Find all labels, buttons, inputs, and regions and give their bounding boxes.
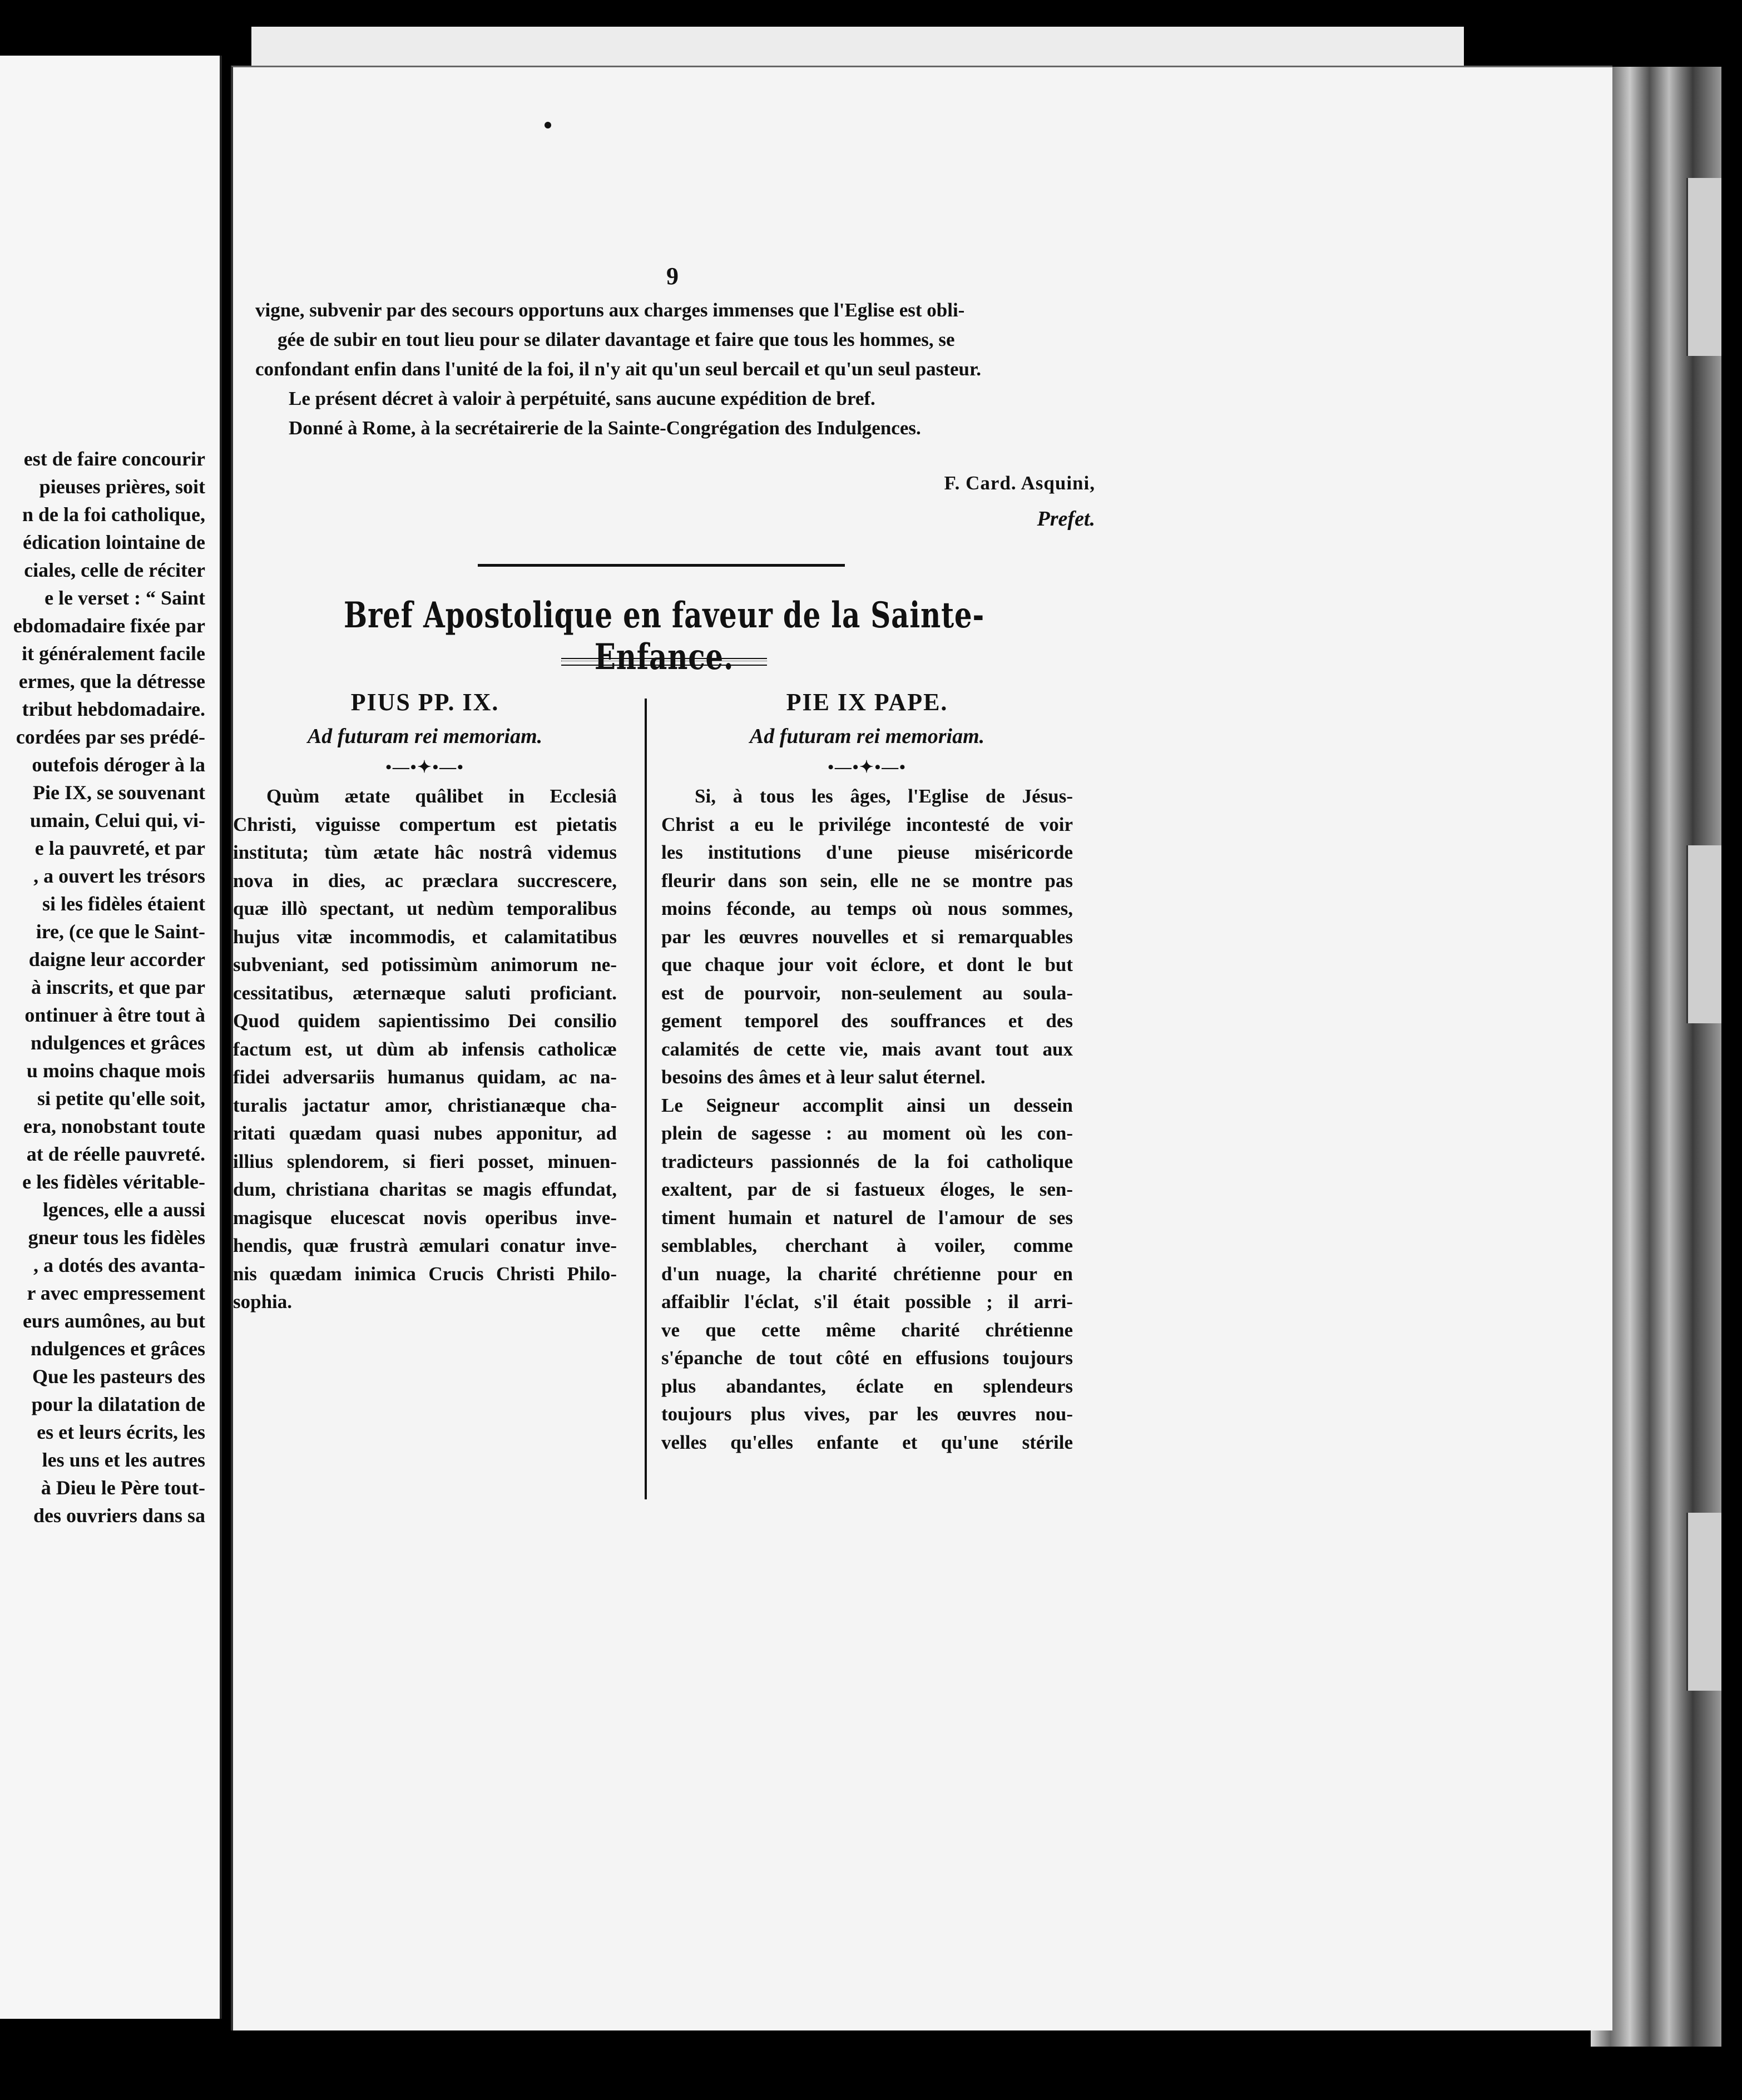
text-line: s'épanche de tout côté en effusions toujours (661, 1347, 1073, 1369)
text-line: eurs aumônes, au but (22, 1310, 205, 1332)
text-line: timent humain et naturel de l'amour de ses (661, 1206, 1073, 1229)
main-page (231, 66, 1612, 2030)
text-line: si petite qu'elle soit, (37, 1087, 205, 1110)
text-line: tribut hebdomadaire. (22, 698, 205, 720)
text-line: outefois déroger à la (32, 754, 205, 776)
text-line: umain, Celui qui, vi- (29, 809, 205, 831)
text-line: era, nonobstant toute (23, 1115, 205, 1137)
heading-ornament-rule (561, 658, 767, 666)
text-line: des ouvriers dans sa (33, 1504, 205, 1527)
text-line: pieuses prières, soit (39, 476, 205, 498)
french-subtitle: Ad futuram rei memoriam. (749, 725, 985, 748)
column-divider (645, 699, 647, 1499)
text-line: gement temporel des souffrances et des (661, 1010, 1073, 1032)
ink-speck (545, 122, 551, 128)
text-line: vigne, subvenir par des secours opportuns aux charges immenses que l'Eglise est obli- (255, 299, 965, 321)
text-line: moins féconde, au temps où nous sommes, (661, 898, 1073, 919)
text-line: d'un nuage, la charité chrétienne pour en (661, 1262, 1073, 1285)
ornament: •—•✦•—• (828, 758, 907, 776)
text-line: plein de sagesse : au moment où les con- (661, 1122, 1073, 1144)
text-line: sophia. (233, 1291, 293, 1312)
text-line: lgences, elle a aussi (43, 1198, 205, 1221)
text-line: ire, (ce que le Saint- (36, 920, 205, 943)
text-line: turalis jactatur amor, christianæque cha- (233, 1094, 617, 1116)
text-line: ndulgences et grâces (31, 1338, 205, 1360)
latin-title: PIUS PP. IX. (350, 689, 499, 716)
text-line: est de pourvoir, non-seulement au soula- (661, 982, 1073, 1004)
text-line: pour la dilatation de (31, 1393, 205, 1415)
text-line: Donné à Rome, à la secrétairerie de la Sainte-Congrégation des Indulgences. (289, 417, 921, 439)
text-line: semblables, cherchant à voiler, comme (661, 1235, 1073, 1256)
text-line: Si, à tous les âges, l'Eglise de Jésus- (695, 785, 1073, 807)
text-line: est de faire concourir (23, 448, 205, 470)
text-line: calamités de cette vie, mais avant tout aux (661, 1038, 1073, 1060)
text-line: factum est, ut dùm ab infensis catholicæ (233, 1038, 617, 1060)
page-number: 9 (666, 262, 679, 290)
text-line: nova in dies, ac præclara succrescere, (233, 869, 617, 891)
page-edge (1686, 178, 1721, 356)
text-line: illius splendorem, si fieri posset, minuen- (233, 1150, 617, 1172)
left-page-text (0, 445, 205, 1529)
text-line: hendis, quæ frustrà æmulari conatur inve- (233, 1235, 617, 1256)
section-heading: Bref Apostolique en faveur de la Sainte-Enfance. (344, 595, 984, 678)
page-edge (1686, 845, 1721, 1023)
page-edge (1686, 1513, 1721, 1691)
text-line: plus abandantes, éclate en splendeurs (661, 1375, 1073, 1397)
text-line: cessitatibus, æternæque saluti proficiant. (233, 982, 617, 1004)
signature: F. Card. Asquini, (944, 472, 1095, 494)
text-line: Quod quidem sapientissimo Dei consilio (233, 1010, 617, 1032)
text-line: Le Seigneur accomplit ainsi un dessein (661, 1094, 1073, 1116)
text-line: Que les pasteurs des (32, 1365, 205, 1388)
text-line: ebdomadaire fixée par (13, 615, 205, 637)
text-line: es et leurs écrits, les (37, 1421, 205, 1443)
text-line: cordées par ses prédé- (16, 726, 205, 748)
left-facing-page (0, 56, 222, 2019)
text-line: que chaque jour voit éclore, et dont le but (661, 954, 1073, 975)
text-line: subveniant, sed potissimùm animorum ne- (233, 954, 617, 975)
text-line: Quùm ætate quâlibet in Ecclesiâ (266, 785, 617, 807)
text-line: Le présent décret à valoir à perpétuité, sans aucune expédition de bref. (289, 388, 875, 409)
text-line: confondant enfin dans l'unité de la foi, il n'y ait qu'un seul bercail et qu'un seul pasteur. (255, 358, 982, 380)
text-line: daigne leur accorder (28, 948, 205, 970)
text-line: magisque elucescat novis operibus inve- (233, 1206, 617, 1229)
text-line: e la pauvreté, et par (34, 837, 205, 859)
text-line: ermes, que la détresse (18, 670, 205, 692)
text-line: par les œuvres nouvelles et si remarquables (661, 925, 1073, 948)
text-line: gneur tous les fidèles (28, 1226, 205, 1249)
text-line: fidei adversariis humanus quidam, ac na- (233, 1066, 617, 1088)
text-line: à Dieu le Père tout- (41, 1477, 205, 1499)
text-line: hujus vitæ incommodis, et calamitatibus (233, 925, 617, 948)
text-line: fleurir dans son sein, elle ne se montre pas (661, 869, 1073, 891)
text-line: quæ illò spectant, ut nedùm temporalibus (233, 898, 617, 919)
text-line: tradicteurs passionnés de la foi catholique (661, 1150, 1073, 1172)
text-line: at de réelle pauvreté. (26, 1143, 205, 1165)
text-line: ritati quædam quasi nubes apponitur, ad (233, 1122, 617, 1144)
text-line: ndulgences et grâces (31, 1032, 205, 1054)
signature-title: Prefet. (1037, 507, 1095, 531)
text-line: instituta; tùm ætate hâc nostrâ videmus (233, 841, 617, 863)
latin-body (233, 782, 617, 1316)
text-line: , a dotés des avanta- (33, 1254, 205, 1276)
text-line: toujours plus vives, par les œuvres nou- (661, 1403, 1073, 1425)
text-line: ciales, celle de réciter (24, 559, 205, 581)
decree-conclusion (255, 295, 1095, 443)
text-line: , a ouvert les trésors (33, 865, 205, 887)
french-title: PIE IX PAPE. (786, 689, 948, 716)
text-line: exaltent, par de si fastueux éloges, le sen- (661, 1178, 1073, 1200)
text-line: Pie IX, se souvenant (32, 781, 205, 804)
text-line: e le verset : “ Saint (44, 587, 205, 609)
text-line: dum, christiana charitas se magis effundat, (233, 1178, 617, 1200)
text-line: les institutions d'une pieuse miséricorde (661, 841, 1073, 863)
text-line: Christ a eu le privilége incontesté de voir (661, 813, 1073, 835)
text-line: les uns et les autres (42, 1449, 205, 1471)
text-line: ve que cette même charité chrétienne (661, 1319, 1073, 1341)
latin-subtitle: Ad futuram rei memoriam. (307, 725, 543, 748)
text-line: gée de subir en tout lieu pour se dilater davantage et faire que tous les hommes, se (278, 329, 955, 350)
french-body (661, 782, 1073, 1457)
french-column (661, 685, 1073, 1457)
text-line: besoins des âmes et à leur salut éternel. (661, 1066, 986, 1088)
text-line: n de la foi catholique, (22, 503, 205, 526)
text-line: r avec empressement (27, 1282, 205, 1304)
text-line: velles qu'elles enfante et qu'une stérile (661, 1431, 1073, 1453)
section-rule (478, 564, 845, 567)
text-line: u moins chaque mois (26, 1059, 205, 1082)
text-line: e les fidèles véritable- (22, 1171, 205, 1193)
text-line: nis quædam inimica Crucis Christi Philo- (233, 1262, 617, 1285)
text-line: affaiblir l'éclat, s'il était possible ; il arri- (661, 1291, 1073, 1312)
text-line: ontinuer à être tout à (24, 1004, 205, 1026)
latin-column (233, 685, 617, 1316)
text-line: à inscrits, et que par (31, 976, 205, 998)
text-line: Christi, viguisse compertum est pietatis (233, 813, 617, 835)
text-line: édication lointaine de (22, 531, 205, 553)
ornament: •—•✦•—• (385, 758, 464, 776)
text-line: si les fidèles étaient (42, 893, 205, 915)
text-line: it généralement facile (22, 642, 205, 665)
